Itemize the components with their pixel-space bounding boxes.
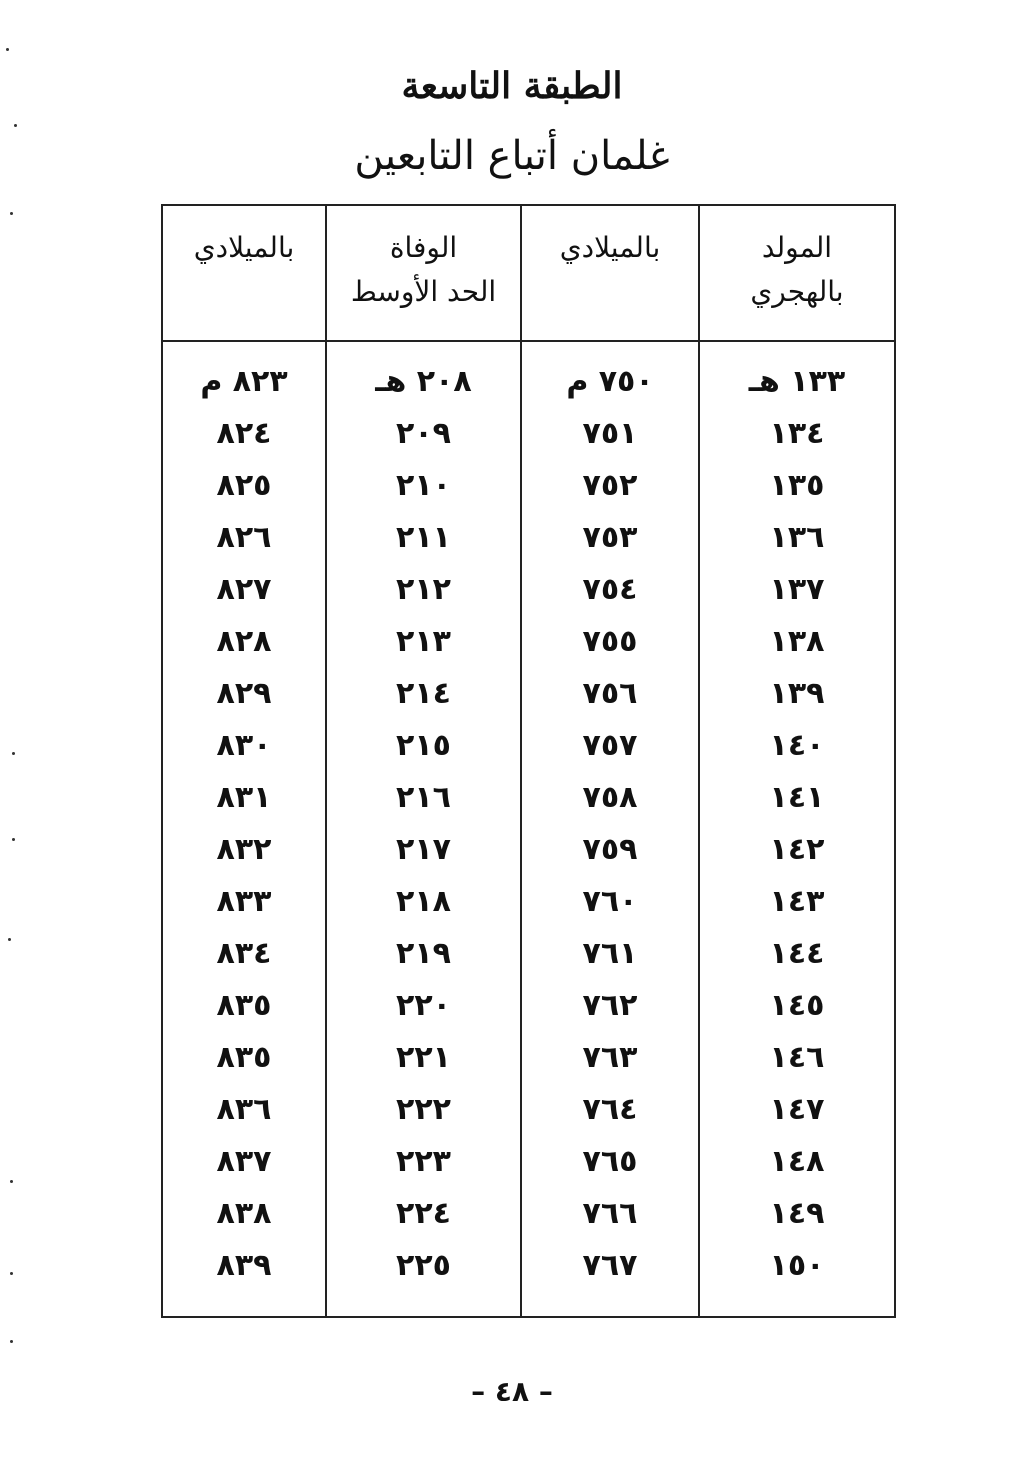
cell-greg-death: ٨٣١ — [162, 772, 326, 824]
cell-greg-death: ٨٢٤ — [162, 408, 326, 460]
cell-hijri-death: ٢١٤ — [326, 668, 521, 720]
cell-hijri-death: ٢١٢ — [326, 564, 521, 616]
table-row — [162, 512, 895, 564]
header-greg-birth-line-1: بالميلادي — [559, 231, 661, 264]
cell-hijri-birth: ١٤٥ — [699, 980, 895, 1032]
table-row — [162, 928, 895, 980]
cell-greg-death: ٨٣٤ — [162, 928, 326, 980]
cell-greg-birth: ٧٥٩ — [521, 824, 699, 876]
table-row — [162, 460, 895, 512]
cell-hijri-death: ٢٠٩ — [326, 408, 521, 460]
cell-hijri-death: ٢٢٣ — [326, 1136, 521, 1188]
header-hijri-birth-line-1: المولد — [761, 231, 833, 264]
cell-hijri-death: ٢١٥ — [326, 720, 521, 772]
cell-greg-death: ٨٢٨ — [162, 616, 326, 668]
scan-speck — [12, 838, 15, 841]
cell-hijri-birth: ١٣٧ — [699, 564, 895, 616]
scan-speck — [10, 212, 13, 215]
table-row — [162, 1240, 895, 1292]
cell-hijri-birth: ١٣٨ — [699, 616, 895, 668]
table-row — [162, 616, 895, 668]
table-row — [162, 980, 895, 1032]
cell-greg-birth: ٧٥٠ م — [521, 341, 699, 408]
cell-hijri-birth: ١٤٠ — [699, 720, 895, 772]
cell-hijri-birth: ١٤٦ — [699, 1032, 895, 1084]
cell-greg-death: ٨٢٩ — [162, 668, 326, 720]
cell-greg-death: ٨٣٨ — [162, 1188, 326, 1240]
table-row — [162, 876, 895, 928]
cell-hijri-death: ٢٢٥ — [326, 1240, 521, 1292]
cell-hijri-birth: ١٣٩ — [699, 668, 895, 720]
table-row — [162, 1084, 895, 1136]
dates-table — [161, 204, 896, 1318]
table-row — [162, 408, 895, 460]
header-greg-death — [162, 205, 326, 341]
spacer-cell — [162, 1292, 326, 1317]
cell-hijri-birth: ١٤٧ — [699, 1084, 895, 1136]
table-row — [162, 720, 895, 772]
spacer-cell — [699, 1292, 895, 1317]
table-header-row — [162, 205, 895, 341]
cell-greg-birth: ٧٥٧ — [521, 720, 699, 772]
header-greg-birth — [521, 205, 699, 341]
table-row — [162, 1136, 895, 1188]
cell-greg-birth: ٧٦٢ — [521, 980, 699, 1032]
header-hijri-birth-line-2: بالهجري — [750, 275, 844, 308]
cell-hijri-birth: ١٥٠ — [699, 1240, 895, 1292]
cell-greg-death: ٨٢٣ م — [162, 341, 326, 408]
cell-greg-birth: ٧٥٣ — [521, 512, 699, 564]
cell-hijri-death: ٢١٩ — [326, 928, 521, 980]
cell-greg-death: ٨٣٠ — [162, 720, 326, 772]
cell-greg-birth: ٧٦٦ — [521, 1188, 699, 1240]
cell-greg-death: ٨٣٢ — [162, 824, 326, 876]
cell-greg-birth: ٧٦٣ — [521, 1032, 699, 1084]
cell-hijri-death: ٢١٨ — [326, 876, 521, 928]
table-body — [162, 341, 895, 1317]
cell-greg-birth: ٧٦٧ — [521, 1240, 699, 1292]
scan-speck — [10, 1340, 13, 1343]
table-row — [162, 564, 895, 616]
cell-hijri-birth: ١٤٨ — [699, 1136, 895, 1188]
table-row — [162, 772, 895, 824]
cell-greg-birth: ٧٦٠ — [521, 876, 699, 928]
spacer-cell — [326, 1292, 521, 1317]
header-hijri-birth — [699, 205, 895, 341]
header-hijri-death-line-1: الوفاة — [389, 231, 458, 264]
page-title: الطبقة التاسعة — [401, 65, 623, 107]
cell-hijri-death: ٢١٧ — [326, 824, 521, 876]
cell-greg-death: ٨٢٦ — [162, 512, 326, 564]
cell-hijri-death: ٢٢١ — [326, 1032, 521, 1084]
cell-greg-death: ٨٣٥ — [162, 1032, 326, 1084]
cell-hijri-birth: ١٣٦ — [699, 512, 895, 564]
cell-hijri-birth: ١٣٥ — [699, 460, 895, 512]
cell-hijri-birth: ١٣٣ هـ — [699, 341, 895, 408]
table-row — [162, 341, 895, 408]
cell-hijri-birth: ١٤١ — [699, 772, 895, 824]
scan-speck — [10, 1272, 13, 1275]
cell-greg-birth: ٧٦٥ — [521, 1136, 699, 1188]
cell-hijri-death: ٢٠٨ هـ — [326, 341, 521, 408]
cell-greg-birth: ٧٦٤ — [521, 1084, 699, 1136]
header-hijri-death — [326, 205, 521, 341]
cell-hijri-death: ٢٢٤ — [326, 1188, 521, 1240]
cell-hijri-death: ٢١١ — [326, 512, 521, 564]
scan-speck — [8, 938, 11, 941]
cell-greg-birth: ٧٥١ — [521, 408, 699, 460]
table-row — [162, 824, 895, 876]
cell-hijri-death: ٢١٠ — [326, 460, 521, 512]
cell-hijri-birth: ١٣٤ — [699, 408, 895, 460]
table-row — [162, 668, 895, 720]
cell-greg-birth: ٧٦١ — [521, 928, 699, 980]
cell-greg-birth: ٧٥٦ — [521, 668, 699, 720]
header-greg-death-line-1: بالميلادي — [193, 231, 295, 264]
page-number: – ٤٨ – — [471, 1375, 553, 1408]
table-bottom-spacer — [162, 1292, 895, 1317]
cell-greg-birth: ٧٥٢ — [521, 460, 699, 512]
cell-hijri-death: ٢٢٢ — [326, 1084, 521, 1136]
page-subtitle: غلمان أتباع التابعين — [354, 133, 670, 179]
cell-greg-birth: ٧٥٨ — [521, 772, 699, 824]
cell-greg-death: ٨٢٥ — [162, 460, 326, 512]
cell-hijri-birth: ١٤٤ — [699, 928, 895, 980]
table-row — [162, 1032, 895, 1084]
cell-hijri-birth: ١٤٣ — [699, 876, 895, 928]
cell-greg-death: ٨٣٩ — [162, 1240, 326, 1292]
cell-greg-death: ٨٢٧ — [162, 564, 326, 616]
table-row — [162, 1188, 895, 1240]
cell-greg-death: ٨٣٣ — [162, 876, 326, 928]
scan-speck — [14, 124, 17, 127]
cell-greg-birth: ٧٥٤ — [521, 564, 699, 616]
cell-hijri-death: ٢١٦ — [326, 772, 521, 824]
scan-speck — [12, 752, 15, 755]
cell-greg-death: ٨٣٥ — [162, 980, 326, 1032]
cell-hijri-birth: ١٤٩ — [699, 1188, 895, 1240]
cell-greg-death: ٨٣٦ — [162, 1084, 326, 1136]
header-hijri-death-line-2: الحد الأوسط — [350, 275, 497, 308]
scan-speck — [6, 48, 9, 51]
cell-hijri-death: ٢١٣ — [326, 616, 521, 668]
cell-greg-birth: ٧٥٥ — [521, 616, 699, 668]
scan-speck — [10, 1180, 13, 1183]
cell-greg-death: ٨٣٧ — [162, 1136, 326, 1188]
spacer-cell — [521, 1292, 699, 1317]
cell-hijri-death: ٢٢٠ — [326, 980, 521, 1032]
cell-hijri-birth: ١٤٢ — [699, 824, 895, 876]
